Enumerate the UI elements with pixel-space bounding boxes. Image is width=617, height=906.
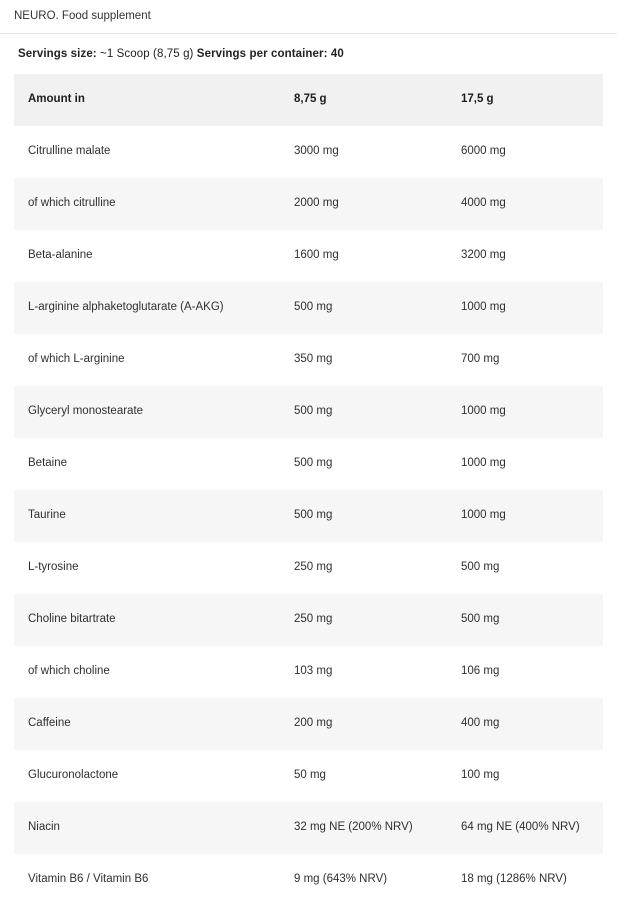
ingredient-amount-a: 250 mg xyxy=(280,594,447,646)
ingredient-name: Glyceryl monostearate xyxy=(14,386,280,438)
ingredient-amount-a: 350 mg xyxy=(280,334,447,386)
ingredient-amount-a: 9 mg (643% NRV) xyxy=(280,854,447,906)
ingredient-amount-b: 500 mg xyxy=(447,594,603,646)
ingredient-amount-a: 50 mg xyxy=(280,750,447,802)
ingredient-amount-a: 500 mg xyxy=(280,386,447,438)
ingredient-amount-b: 1000 mg xyxy=(447,438,603,490)
ingredient-name: Glucuronolactone xyxy=(14,750,280,802)
table-row xyxy=(14,230,603,282)
ingredient-amount-a: 500 mg xyxy=(280,490,447,542)
ingredient-name: Niacin xyxy=(14,802,280,854)
ingredient-name: Betaine xyxy=(14,438,280,490)
ingredient-amount-b: 1000 mg xyxy=(447,490,603,542)
servings-per-container-value: 40 xyxy=(330,47,344,60)
ingredient-amount-b: 100 mg xyxy=(447,750,603,802)
table-row xyxy=(14,542,603,594)
ingredient-amount-b: 106 mg xyxy=(447,646,603,698)
ingredient-amount-a: 3000 mg xyxy=(280,126,447,178)
ingredient-amount-a: 200 mg xyxy=(280,698,447,750)
servings-per-container-label: Servings per container: xyxy=(196,47,328,60)
table-row xyxy=(14,646,603,698)
ingredient-name: Taurine xyxy=(14,490,280,542)
ingredient-name: Citrulline malate xyxy=(14,126,280,178)
ingredient-name: of which citrulline xyxy=(14,178,280,230)
table-row xyxy=(14,854,603,906)
ingredient-amount-b: 1000 mg xyxy=(447,282,603,334)
ingredient-amount-b: 700 mg xyxy=(447,334,603,386)
servings-size-value: ~1 Scoop (8,75 g) xyxy=(100,47,194,60)
nutrition-table xyxy=(14,74,603,906)
product-title: NEURO. Food supplement xyxy=(14,10,151,22)
ingredient-amount-a: 250 mg xyxy=(280,542,447,594)
table-row xyxy=(14,698,603,750)
ingredient-name: L-tyrosine xyxy=(14,542,280,594)
column-header-serving-b: 17,5 g xyxy=(447,74,603,126)
table-row xyxy=(14,438,603,490)
ingredient-amount-b: 18 mg (1286% NRV) xyxy=(447,854,603,906)
ingredient-amount-b: 4000 mg xyxy=(447,178,603,230)
column-header-amount-in: Amount in xyxy=(14,74,280,126)
table-body xyxy=(14,126,603,906)
ingredient-amount-a: 2000 mg xyxy=(280,178,447,230)
table-row xyxy=(14,126,603,178)
ingredient-amount-b: 6000 mg xyxy=(447,126,603,178)
ingredient-amount-a: 1600 mg xyxy=(280,230,447,282)
servings-size-label: Servings size: xyxy=(18,47,97,60)
ingredient-name: of which L-arginine xyxy=(14,334,280,386)
ingredient-name: of which choline xyxy=(14,646,280,698)
table-row xyxy=(14,594,603,646)
table-row xyxy=(14,750,603,802)
ingredient-amount-a: 500 mg xyxy=(280,438,447,490)
table-row xyxy=(14,802,603,854)
ingredient-amount-b: 400 mg xyxy=(447,698,603,750)
ingredient-amount-a: 103 mg xyxy=(280,646,447,698)
table-row xyxy=(14,282,603,334)
column-header-serving-a: 8,75 g xyxy=(280,74,447,126)
ingredient-amount-b: 3200 mg xyxy=(447,230,603,282)
ingredient-amount-a: 32 mg NE (200% NRV) xyxy=(280,802,447,854)
table-row xyxy=(14,490,603,542)
ingredient-name: Choline bitartrate xyxy=(14,594,280,646)
table-row xyxy=(14,334,603,386)
table-row xyxy=(14,178,603,230)
servings-line xyxy=(0,34,617,74)
ingredient-amount-a: 500 mg xyxy=(280,282,447,334)
ingredient-amount-b: 500 mg xyxy=(447,542,603,594)
ingredient-name: Caffeine xyxy=(14,698,280,750)
ingredient-name: Beta-alanine xyxy=(14,230,280,282)
table-header-row xyxy=(14,74,603,126)
table-header xyxy=(14,74,603,126)
ingredient-name: Vitamin B6 / Vitamin B6 xyxy=(14,854,280,906)
table-row xyxy=(14,386,603,438)
ingredient-amount-b: 64 mg NE (400% NRV) xyxy=(447,802,603,854)
ingredient-amount-b: 1000 mg xyxy=(447,386,603,438)
ingredient-name: L-arginine alphaketoglutarate (A-AKG) xyxy=(14,282,280,334)
